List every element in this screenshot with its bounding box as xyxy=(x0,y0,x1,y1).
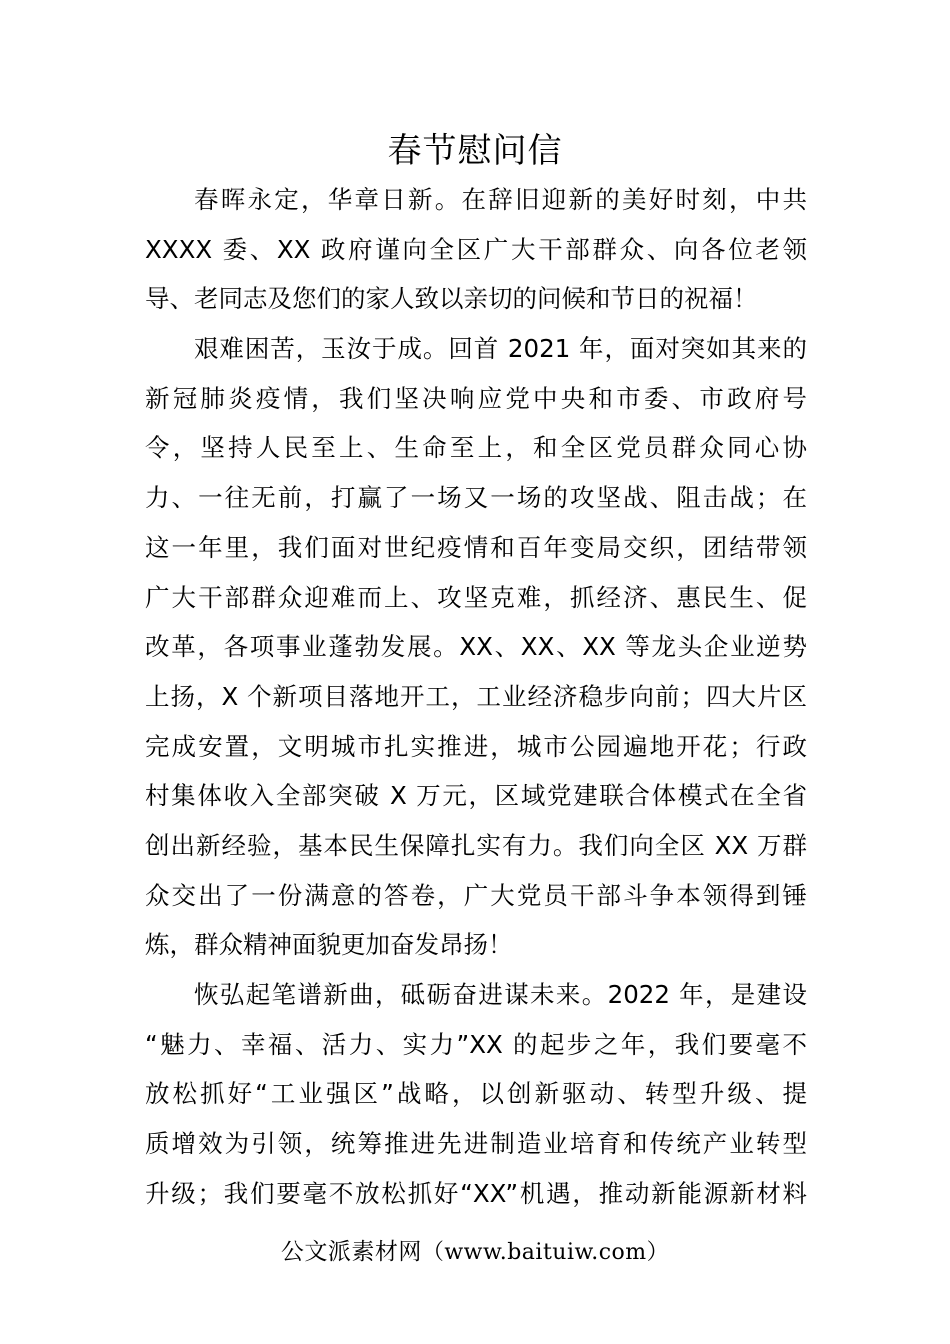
text-line: 完成安置，文明城市扎实推进，城市公园遍地开花；行政 xyxy=(145,731,807,761)
footer-url[interactable]: （www.baituiw.com） xyxy=(421,1240,670,1265)
text-line: 导、老同志及您们的家人致以亲切的问候和节日的祝福！ xyxy=(145,284,758,314)
document-body xyxy=(145,175,807,1218)
text-line: 炼，群众精神面貌更加奋发昂扬！ xyxy=(145,930,513,960)
text-line: 升级；我们要毫不放松抓好“XX”机遇，推动新能源新材料 xyxy=(145,1178,807,1208)
text-line: 众交出了一份满意的答卷，广大党员干部斗争本领得到锤 xyxy=(145,880,807,910)
text-line: 放松抓好“工业强区”战略，以创新驱动、转型升级、提 xyxy=(145,1079,807,1109)
text-line: 村集体收入全部突破 X 万元，区域党建联合体模式在全省 xyxy=(145,781,807,811)
text-line: “魅力、幸福、活力、实力”XX 的起步之年，我们要毫不 xyxy=(145,1029,807,1059)
text-line: XXXX 委、XX 政府谨向全区广大干部群众、向各位老领 xyxy=(145,234,807,264)
text-line: 令，坚持人民至上、生命至上，和全区党员群众同心协 xyxy=(145,433,807,463)
document-title: 春节慰问信 xyxy=(387,131,563,171)
footer-watermark xyxy=(0,1232,950,1273)
text-line: 改革，各项事业蓬勃发展。XX、XX、XX 等龙头企业逆势 xyxy=(145,632,807,662)
text-line: 质增效为引领，统筹推进先进制造业培育和传统产业转型 xyxy=(145,1129,807,1159)
text-line: 恢弘起笔谱新曲，砥砺奋进谋未来。2022 年，是建设 xyxy=(194,980,807,1009)
text-line: 创出新经验，基本民生保障扎实有力。我们向全区 XX 万群 xyxy=(145,830,807,860)
text-line: 广大干部群众迎难而上、攻坚克难，抓经济、惠民生、促 xyxy=(145,582,807,612)
text-line: 新冠肺炎疫情，我们坚决响应党中央和市委、市政府号 xyxy=(145,383,807,413)
text-line: 艰难困苦，玉汝于成。回首 2021 年，面对突如其来的 xyxy=(194,334,807,364)
footer-label: 公文派素材网 xyxy=(280,1239,422,1265)
text-line: 上扬，X 个新项目落地开工，工业经济稳步向前；四大片区 xyxy=(145,681,807,711)
text-line: 春晖永定，华章日新。在辞旧迎新的美好时刻，中共 xyxy=(194,185,807,214)
text-line: 这一年里，我们面对世纪疫情和百年变局交织，团结带领 xyxy=(145,532,807,562)
text-line: 力、一往无前，打赢了一场又一场的攻坚战、阻击战；在 xyxy=(145,483,807,513)
